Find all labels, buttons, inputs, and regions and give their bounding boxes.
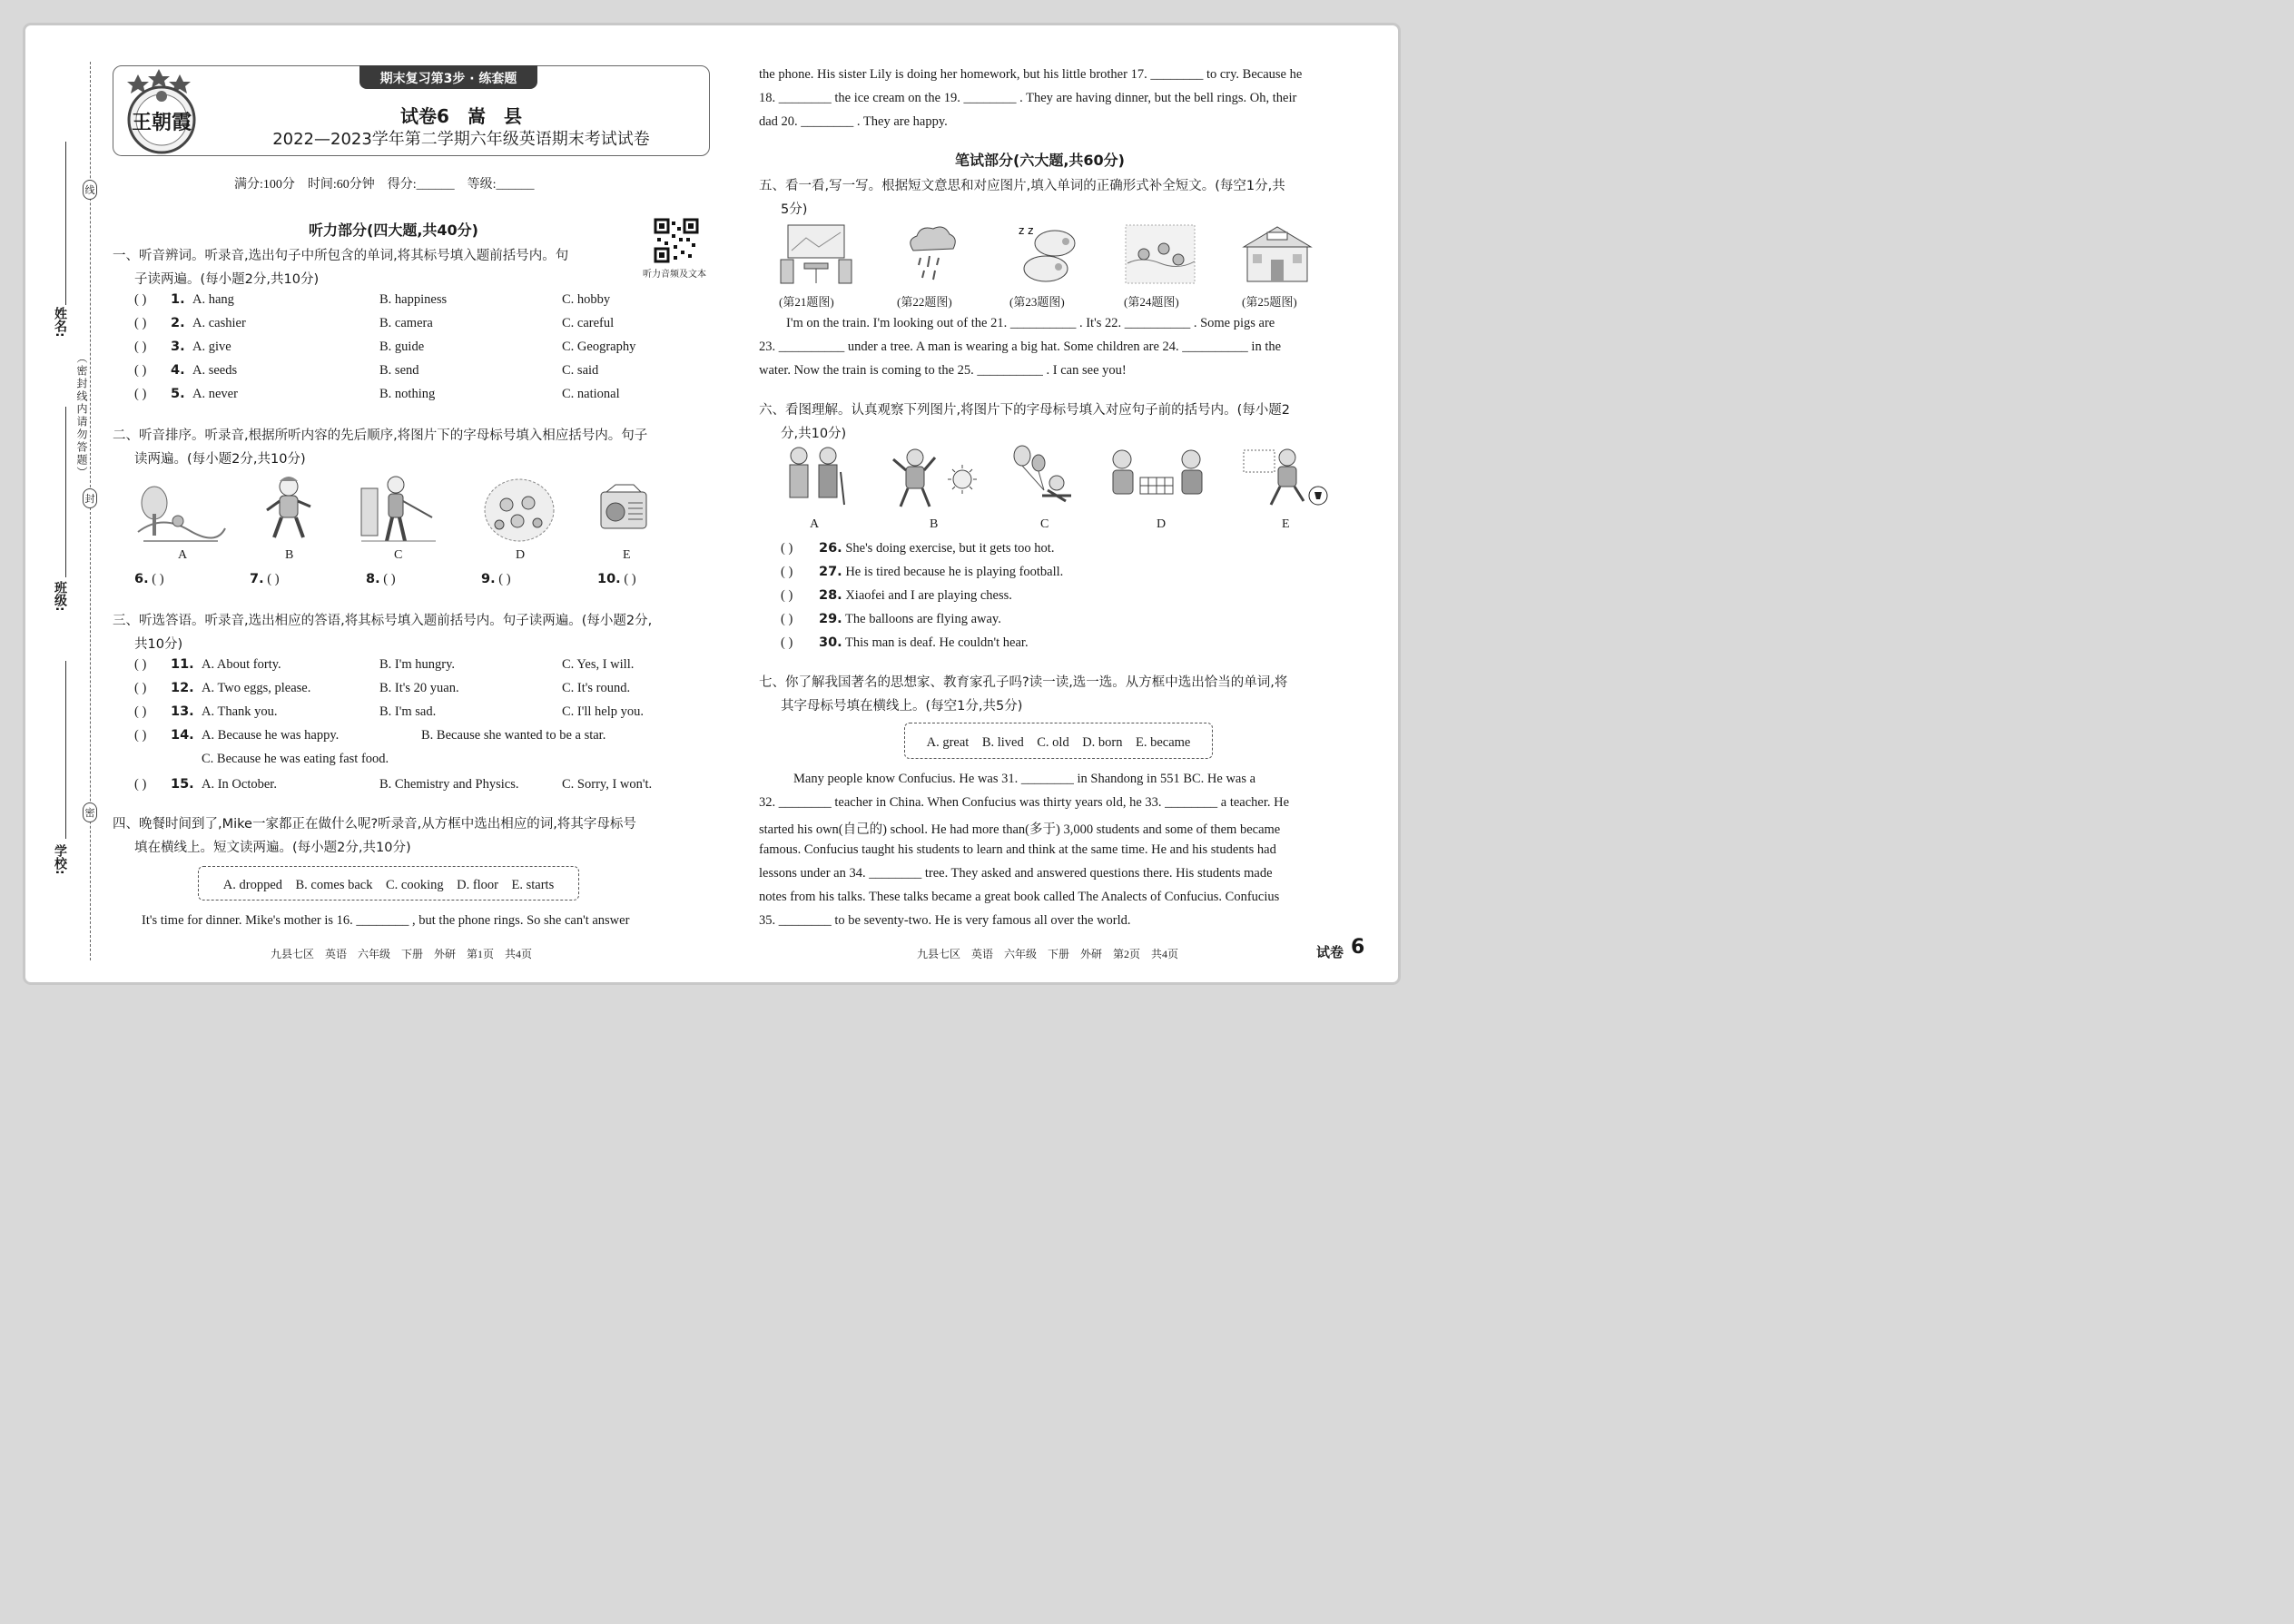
option-b: B. It's 20 yuan.	[379, 681, 459, 695]
name-label: 姓名:	[53, 307, 67, 338]
written-header: 笔试部分(六大题,共60分)	[955, 152, 1125, 169]
right-footer: 九县七区 英语 六年级 下册 外研 第2页 共4页	[917, 948, 1179, 960]
sec5-paragraph-3: water. Now the train is coming to the 25. __________ . I can see you!	[759, 363, 1127, 378]
option-b: B. I'm hungry.	[379, 657, 456, 672]
picture-caption: (第25题图)	[1242, 295, 1297, 309]
q15-number: 15.	[171, 777, 194, 792]
q5-number: 5.	[171, 387, 185, 401]
option-c: C. It's round.	[562, 681, 631, 695]
sentence: 26. She's doing exercise, but it gets too hot.	[819, 541, 1055, 556]
option-b: B. guide	[379, 340, 425, 354]
picture-c-balloons	[1008, 445, 1080, 508]
paper-badge-number: 6	[1351, 936, 1365, 959]
qr-caption: 听力音频及文本	[643, 270, 706, 280]
header-banner-text: 期末复习第3步 · 练套题	[379, 72, 517, 86]
picture-a-pond-scene	[134, 477, 227, 546]
picture-caption: A	[810, 517, 820, 531]
sentence: 27. He is tired because he is playing football.	[819, 565, 1064, 579]
option-a: A. Two eggs, please.	[202, 681, 311, 695]
seal-xian: 线	[83, 180, 97, 200]
passage-line: Many people know Confucius. He was 31. ________ in Shandong in 551 BC. He was a	[793, 772, 1256, 786]
option-c: C. Because he was eating fast food.	[202, 752, 389, 766]
q12-answer-bracket[interactable]: ( )	[134, 681, 147, 695]
sec3-instruction-2: 共10分)	[134, 637, 183, 652]
school-label: 学校:	[53, 844, 67, 875]
paper-title: 试卷6 嵩 县	[400, 105, 522, 127]
paper-badge-label: 试卷	[1316, 944, 1344, 960]
passage-line: started his own(自己的) school. He had more than(多于) 3,000 students and some of them became	[759, 822, 1281, 837]
q11-number: 11.	[171, 657, 194, 672]
picture-d-playing-chess	[1104, 445, 1209, 508]
option-b: B. Chemistry and Physics.	[379, 777, 519, 792]
option-b: B. Because she wanted to be a star.	[421, 728, 606, 743]
sec1-instruction: 一、听音辨词。听录音,选出句子中所包含的单词,将其标号填入题前括号内。句	[113, 249, 569, 263]
q2-number: 2.	[171, 316, 185, 330]
option-c: C. Sorry, I won't.	[562, 777, 653, 792]
option-c: C. careful	[562, 316, 615, 330]
brand-logo-text: 王朝霞	[131, 111, 192, 134]
sec3-instruction: 三、听选答语。听录音,选出相应的答语,将其标号填入题前括号内。句子读两遍。(每小题2分,	[113, 614, 653, 628]
sec4-cont-3: dad 20. ________ . They are happy.	[759, 114, 948, 129]
q14-number: 14.	[171, 728, 194, 743]
class-label: 班级:	[53, 581, 67, 612]
paper-meta: 满分:100分 时间:60分钟 得分:______ 等级:______	[234, 178, 535, 192]
sec2-instruction: 二、听音排序。听录音,根据所听内容的先后顺序,将图片下的字母标号填入相应括号内。句子	[113, 428, 648, 443]
answer-slot[interactable]: 8. ( )	[366, 572, 396, 586]
q15-answer-bracket[interactable]: ( )	[134, 777, 147, 792]
sec5-paragraph-1: I'm on the train. I'm looking out of the 21. __________ . It's 22. __________ . Some pigs are	[786, 316, 1275, 330]
picture-caption: (第24题图)	[1124, 295, 1179, 309]
picture-caption: E	[623, 548, 631, 562]
q11-answer-bracket[interactable]: ( )	[134, 657, 147, 672]
option-a: A. Because he was happy.	[202, 728, 340, 743]
passage-line: 32. ________ teacher in China. When Confucius was thirty years old, he 33. ________ a teacher. He	[759, 795, 1290, 810]
option-c: C. I'll help you.	[562, 704, 645, 719]
picture-e-radio	[597, 483, 650, 532]
option-a: A. seeds	[192, 363, 238, 378]
picture-22-rain-cloud	[904, 223, 960, 285]
passage-line: lessons under an 34. ________ tree. They asked and answered questions there. His students made	[759, 866, 1273, 881]
picture-caption: C	[1040, 517, 1049, 531]
exam-sheet	[25, 25, 1398, 982]
q3-answer-bracket[interactable]: ( )	[134, 340, 147, 354]
option-c: C. Geography	[562, 340, 636, 354]
sentence: 29. The balloons are flying away.	[819, 612, 1001, 626]
picture-25-station	[1238, 223, 1316, 285]
sec6-instruction-2: 分,共10分)	[781, 427, 847, 441]
q12-number: 12.	[171, 681, 194, 695]
option-c: C. national	[562, 387, 620, 401]
picture-b-exercise-sun	[891, 445, 982, 508]
sentence: 30. This man is deaf. He couldn't hear.	[819, 635, 1029, 650]
option-b: B. nothing	[379, 387, 436, 401]
seal-mi: 密	[83, 802, 97, 822]
picture-b-boy-skating	[261, 474, 316, 546]
answer-bracket[interactable]: ( )	[781, 588, 793, 603]
picture-23-sleeping-pigs	[1015, 220, 1082, 285]
sec4-cont-1: the phone. His sister Lily is doing her homework, but his little brother 17. ________ to cry. Because he	[759, 67, 1303, 82]
picture-e-football	[1242, 445, 1333, 508]
sec7-word-box: A. great B. lived C. old D. born E. became	[904, 723, 1213, 759]
svg-text:z z: z z	[1019, 224, 1034, 237]
sec4-word-box: A. dropped B. comes back C. cooking D. floor E. starts	[198, 866, 579, 901]
sec1-instruction-2: 子读两遍。(每小题2分,共10分)	[134, 272, 320, 287]
class-field[interactable]	[65, 407, 66, 577]
answer-bracket[interactable]: ( )	[781, 565, 793, 579]
option-b: B. camera	[379, 316, 433, 330]
sentence: 28. Xiaofei and I are playing chess.	[819, 588, 1012, 603]
answer-bracket[interactable]: ( )	[781, 541, 793, 556]
option-a: A. In October.	[202, 777, 277, 792]
sec7-instruction: 七、你了解我国著名的思想家、教育家孔子吗?读一读,选一选。从方框中选出恰当的单词,将	[759, 675, 1288, 690]
picture-caption: C	[394, 548, 403, 562]
name-field[interactable]	[65, 142, 66, 305]
option-a: A. hang	[192, 292, 234, 307]
picture-c-boy-at-door	[359, 474, 436, 546]
sec2-instruction-2: 读两遍。(每小题2分,共10分)	[134, 452, 306, 467]
option-c: C. hobby	[562, 292, 611, 307]
option-a: A. never	[192, 387, 238, 401]
sec5-paragraph-2: 23. __________ under a tree. A man is wearing a big hat. Some children are 24. __________ in the	[759, 340, 1282, 354]
picture-caption: B	[930, 517, 939, 531]
q2-answer-bracket[interactable]: ( )	[134, 316, 147, 330]
q1-number: 1.	[171, 292, 185, 307]
answer-bracket[interactable]: ( )	[781, 612, 793, 626]
picture-d-children-group	[481, 474, 557, 546]
school-field[interactable]	[65, 661, 66, 839]
picture-caption: (第23题图)	[1009, 295, 1065, 309]
picture-24-swimming-children	[1124, 223, 1196, 285]
answer-slot[interactable]: 10. ( )	[597, 572, 636, 586]
answer-slot[interactable]: 9. ( )	[481, 572, 511, 586]
qr-code[interactable]	[654, 218, 699, 263]
q4-answer-bracket[interactable]: ( )	[134, 363, 147, 378]
option-b: B. happiness	[379, 292, 448, 307]
q3-number: 3.	[171, 340, 185, 354]
picture-caption: D	[516, 548, 526, 562]
answer-slot[interactable]: 6. ( )	[134, 572, 164, 586]
sec5-instruction-2: 5分)	[781, 202, 808, 217]
q14-answer-bracket[interactable]: ( )	[134, 728, 147, 743]
picture-21-train-window	[779, 223, 853, 285]
picture-caption: (第21题图)	[779, 295, 834, 309]
listening-header: 听力部分(四大题,共40分)	[309, 221, 478, 239]
paper-subtitle: 2022—2023学年第二学期六年级英语期末考试试卷	[272, 130, 650, 149]
q4-number: 4.	[171, 363, 185, 378]
sec5-instruction: 五、看一看,写一写。根据短文意思和对应图片,填入单词的正确形式补全短文。(每空1分,共	[759, 179, 1285, 193]
sec4-cont-2: 18. ________ the ice cream on the 19. ________ . They are having dinner, but the bell rings. Oh, their	[759, 91, 1297, 105]
left-footer: 九县七区 英语 六年级 下册 外研 第1页 共4页	[271, 948, 533, 960]
binding-warning: （密封线内请勿答题）	[75, 352, 88, 479]
q5-answer-bracket[interactable]: ( )	[134, 387, 147, 401]
option-b: B. send	[379, 363, 419, 378]
sec4-paragraph: It's time for dinner. Mike's mother is 16. ________ , but the phone rings. So she can't answer	[142, 913, 630, 928]
option-a: A. cashier	[192, 316, 246, 330]
passage-line: famous. Confucius taught his students to learn and think at the same time. He and his students had	[759, 842, 1276, 857]
sec7-instruction-2: 其字母标号填在横线上。(每空1分,共5分)	[781, 699, 1023, 714]
q13-answer-bracket[interactable]: ( )	[134, 704, 147, 719]
passage-line: 35. ________ to be seventy-two. He is very famous all over the world.	[759, 913, 1131, 928]
picture-a-old-people	[777, 445, 852, 508]
q13-number: 13.	[171, 704, 194, 719]
picture-caption: A	[178, 548, 188, 562]
sec4-instruction-2: 填在横线上。短文读两遍。(每小题2分,共10分)	[134, 841, 411, 855]
option-c: C. Yes, I will.	[562, 657, 635, 672]
option-a: A. About forty.	[202, 657, 281, 672]
picture-caption: E	[1282, 517, 1290, 531]
sec6-instruction: 六、看图理解。认真观察下列图片,将图片下的字母标号填入对应句子前的括号内。(每小题2	[759, 403, 1290, 418]
option-a: A. give	[192, 340, 231, 354]
sec4-instruction: 四、晚餐时间到了,Mike一家都正在做什么呢?听录音,从方框中选出相应的词,将其字母标号	[113, 817, 636, 832]
answer-bracket[interactable]: ( )	[781, 635, 793, 650]
picture-caption: B	[285, 548, 294, 562]
passage-line: notes from his talks. These talks became a great book called The Analects of Confucius. Confucius	[759, 890, 1280, 904]
answer-slot[interactable]: 7. ( )	[250, 572, 280, 586]
picture-caption: D	[1157, 517, 1167, 531]
picture-caption: (第22题图)	[897, 295, 952, 309]
seal-feng: 封	[83, 488, 97, 508]
option-c: C. said	[562, 363, 599, 378]
q1-answer-bracket[interactable]: ( )	[134, 292, 147, 307]
option-b: B. I'm sad.	[379, 704, 437, 719]
option-a: A. Thank you.	[202, 704, 278, 719]
